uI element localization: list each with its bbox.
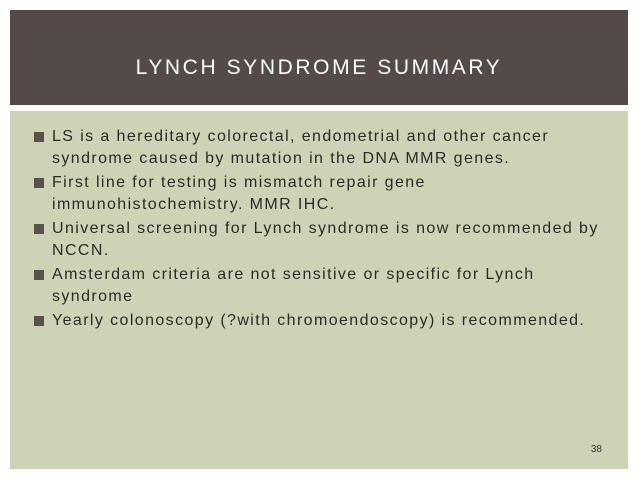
bullet-text: Yearly colonoscopy (?with chromoendoscopy) is recommended. [52, 312, 586, 329]
content-panel [10, 111, 628, 469]
bullet-item [34, 218, 614, 262]
bullet-item [34, 310, 614, 332]
square-bullet-icon [34, 270, 44, 280]
bullet-item [34, 264, 614, 308]
square-bullet-icon [34, 132, 44, 142]
square-bullet-icon [34, 178, 44, 188]
bullet-list [34, 126, 614, 334]
bullet-text: First line for testing is mismatch repair gene immunohistochemistry. MMR IHC. [52, 174, 426, 213]
title-bar [10, 10, 628, 105]
square-bullet-icon [34, 316, 44, 326]
bullet-text: Amsterdam criteria are not sensitive or specific for Lynch syndrome [52, 266, 535, 305]
bullet-item [34, 126, 614, 170]
bullet-text: Universal screening for Lynch syndrome is now recommended by NCCN. [52, 220, 599, 259]
square-bullet-icon [34, 224, 44, 234]
slide-title: LYNCH SYNDROME SUMMARY [135, 56, 503, 79]
bullet-item [34, 172, 614, 216]
page-number: 38 [590, 444, 602, 455]
bullet-text: LS is a hereditary colorectal, endometrial and other cancer syndrome caused by mutation in the DNA MMR genes. [52, 128, 550, 167]
